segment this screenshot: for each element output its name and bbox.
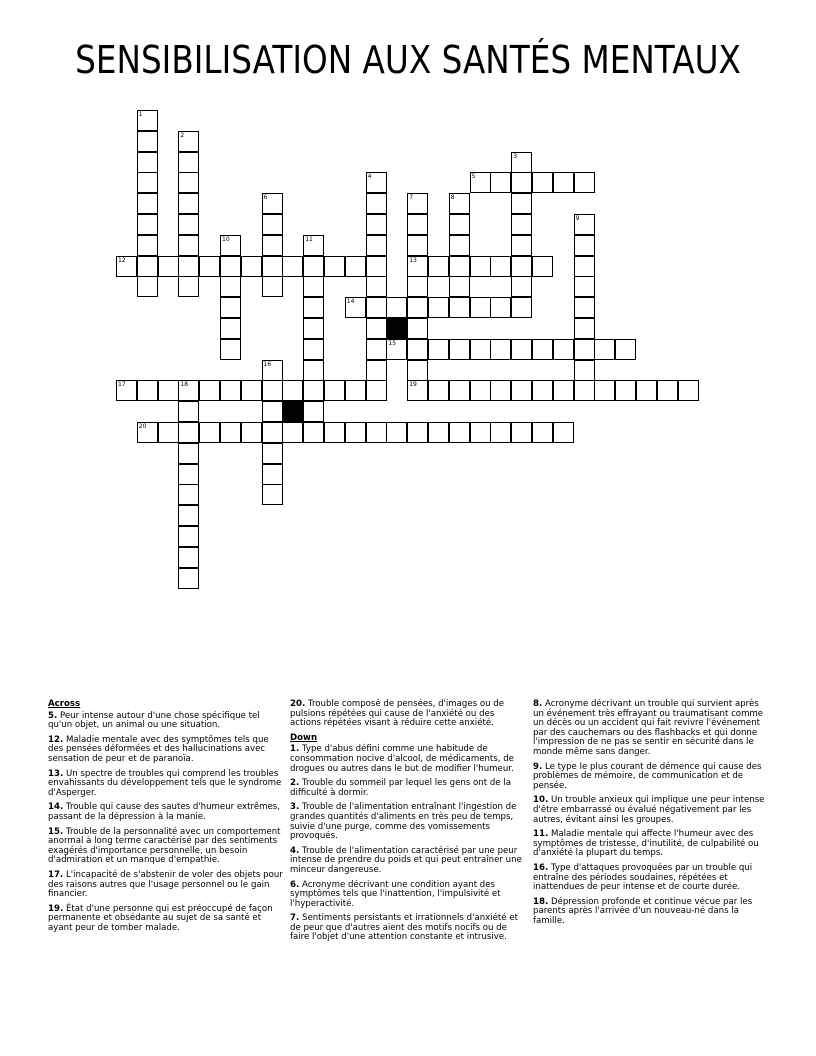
grid-cell[interactable] — [262, 214, 283, 235]
clue-number: 10. — [533, 795, 549, 806]
cell-number: 15 — [388, 339, 397, 347]
grid-cell[interactable] — [220, 380, 241, 401]
grid-cell[interactable] — [574, 297, 595, 318]
cell-number: 13 — [409, 256, 417, 264]
grid-cell[interactable] — [366, 172, 387, 193]
grid-cell[interactable] — [407, 214, 428, 235]
clue-text: Un trouble anxieux qui implique une peur intense d'être embarrassé ou évalué négativement par les autres, évitant ainsi les groupes. — [533, 795, 765, 825]
grid-cell[interactable] — [199, 380, 220, 401]
clue-text: Trouble de la personnalité avec un comportement anormal à long terme caractérisé par des sentiments exagérés d'importance personnelle, un besoin d'admiration et un manque d'empathie. — [48, 826, 281, 866]
grid-cell[interactable] — [178, 235, 199, 256]
grid-cell[interactable] — [220, 422, 241, 443]
grid-cell[interactable] — [574, 214, 595, 235]
clue-across-5 — [48, 712, 284, 731]
clue-text: Sentiments persistants et irrationnels d'anxiété et de peur que d'autres aient des motifs nocifs ou de faire l'objet d'une attention constante et intrusive. — [290, 913, 518, 943]
clue-down-10 — [533, 796, 769, 825]
grid-cell[interactable] — [532, 339, 553, 360]
grid-cell[interactable] — [178, 526, 199, 547]
grid-block — [282, 401, 303, 422]
grid-cell[interactable] — [262, 235, 283, 256]
grid-cell[interactable] — [366, 276, 387, 297]
grid-cell[interactable] — [449, 297, 470, 318]
grid-cell[interactable] — [220, 256, 241, 277]
clue-number: 18. — [533, 896, 549, 907]
grid-cell[interactable] — [428, 297, 449, 318]
clue-number: 1. — [290, 744, 300, 755]
clue-down-8 — [533, 700, 769, 758]
grid-cell[interactable] — [574, 256, 595, 277]
grid-cell[interactable] — [449, 276, 470, 297]
grid-cell[interactable] — [574, 380, 595, 401]
grid-cell[interactable] — [282, 256, 303, 277]
grid-cell[interactable] — [532, 172, 553, 193]
cell-number: 19 — [409, 381, 417, 389]
grid-cell[interactable] — [511, 256, 532, 277]
grid-cell[interactable] — [366, 214, 387, 235]
grid-cell[interactable] — [449, 214, 470, 235]
clue-down-16 — [533, 864, 769, 893]
grid-cell[interactable] — [366, 360, 387, 381]
grid-cell[interactable] — [178, 547, 199, 568]
grid-cell[interactable] — [137, 193, 158, 214]
grid-cell[interactable] — [511, 339, 532, 360]
cell-number: 20 — [138, 423, 147, 430]
grid-cell[interactable] — [303, 422, 324, 443]
clue-down-2 — [290, 779, 526, 798]
grid-cell[interactable] — [178, 484, 199, 505]
clue-text: Un spectre de troubles qui comprend les troubles envahissants du développement tels que le syndrome d'Asperger. — [48, 768, 282, 798]
clue-number: 12. — [48, 734, 64, 745]
grid-cell[interactable] — [303, 360, 324, 381]
grid-cell[interactable] — [137, 131, 158, 152]
grid-cell[interactable] — [303, 318, 324, 339]
grid-cell[interactable] — [303, 401, 324, 422]
grid-cell[interactable] — [532, 380, 553, 401]
grid-cell[interactable] — [553, 339, 574, 360]
grid-cell[interactable] — [345, 297, 366, 318]
cell-number: 9 — [575, 215, 580, 222]
clue-across-15 — [48, 828, 284, 866]
grid-cell[interactable] — [178, 568, 199, 589]
clue-number: 20. — [290, 699, 306, 709]
grid-cell[interactable] — [178, 214, 199, 235]
grid-cell[interactable] — [178, 276, 199, 297]
grid-cell[interactable] — [386, 422, 407, 443]
clue-down-9 — [533, 763, 769, 792]
grid-cell[interactable] — [137, 214, 158, 235]
cell-number: 3 — [513, 152, 518, 160]
clue-text: Trouble du sommeil par lequel les gens ont de la difficulté à dormir. — [290, 778, 511, 798]
grid-cell[interactable] — [366, 193, 387, 214]
clue-text: Peur intense autour d'une chose spécifique tel qu'un objet, un animal ou une situation. — [48, 710, 260, 731]
grid-cell[interactable] — [158, 422, 179, 443]
grid-cell[interactable] — [303, 276, 324, 297]
grid-cell[interactable] — [449, 235, 470, 256]
grid-cell[interactable] — [574, 172, 595, 193]
grid-cell[interactable] — [303, 380, 324, 401]
grid-cell[interactable] — [158, 256, 179, 277]
grid-cell[interactable] — [511, 276, 532, 297]
clue-down-18 — [533, 898, 769, 927]
clue-text: Trouble de l'alimentation caractérisé par une peur intense de prendre du poids et qui peut entraîner une minceur dangereuse. — [290, 845, 522, 875]
clue-number: 14. — [48, 802, 64, 813]
grid-cell[interactable] — [490, 256, 511, 277]
grid-cell[interactable] — [407, 360, 428, 381]
grid-cell[interactable] — [345, 422, 366, 443]
clue-text: Type d'abus défini comme une habitude de consommation nocive d'alcool, de médicaments, de drogues ou autres dans le but de modifier l'humeur. — [290, 744, 514, 774]
grid-cell[interactable] — [511, 380, 532, 401]
grid-cell[interactable] — [199, 256, 220, 277]
grid-cell[interactable] — [574, 360, 595, 381]
grid-cell[interactable] — [137, 110, 158, 131]
grid-cell[interactable] — [158, 380, 179, 401]
grid-cell[interactable] — [220, 235, 241, 256]
grid-cell[interactable] — [178, 131, 199, 152]
grid-cell[interactable] — [574, 318, 595, 339]
grid-cell[interactable] — [470, 339, 491, 360]
grid-cell[interactable] — [407, 422, 428, 443]
grid-cell[interactable] — [407, 297, 428, 318]
clue-text: Acronyme décrivant une condition ayant des symptômes tels que l'inattention, l'impulsivité et l'hyperactivité. — [290, 879, 501, 909]
grid-cell[interactable] — [220, 276, 241, 297]
grid-cell[interactable] — [407, 380, 428, 401]
grid-cell[interactable] — [407, 235, 428, 256]
grid-cell[interactable] — [262, 380, 283, 401]
grid-cell[interactable] — [594, 339, 615, 360]
grid-cell[interactable] — [490, 172, 511, 193]
grid-cell[interactable] — [470, 297, 491, 318]
grid-cell[interactable] — [386, 297, 407, 318]
clue-text: Maladie mentale avec des symptômes tels que des pensées déformées et des hallucinations avec sensation de peur et de paranoïa. — [48, 734, 269, 764]
clue-text: Dépression profonde et continue vécue par les parents après l'arrivée d'un nouveau-né dans la famille. — [533, 896, 753, 926]
cell-number: 6 — [263, 194, 268, 202]
grid-cell[interactable] — [220, 318, 241, 339]
grid-cell[interactable] — [137, 152, 158, 173]
clues-column-2 — [290, 700, 526, 948]
grid-cell[interactable] — [511, 235, 532, 256]
cell-number: 5 — [471, 173, 476, 181]
grid-cell[interactable] — [407, 339, 428, 360]
grid-cell[interactable] — [262, 360, 283, 381]
clues-column-3 — [533, 700, 769, 931]
grid-cell[interactable] — [511, 172, 532, 193]
grid-cell[interactable] — [262, 193, 283, 214]
grid-cell[interactable] — [324, 256, 345, 277]
grid-cell[interactable] — [532, 422, 553, 443]
grid-cell[interactable] — [324, 422, 345, 443]
clue-number: 19. — [48, 903, 64, 914]
cell-number: 4 — [367, 173, 372, 181]
grid-cell[interactable] — [615, 380, 636, 401]
page-title: SENSIBILISATION AUX SANTÉS MENTAUX — [75, 38, 741, 82]
cell-number: 1 — [138, 111, 143, 118]
grid-cell[interactable] — [386, 339, 407, 360]
grid-cell[interactable] — [199, 422, 220, 443]
clue-down-7 — [290, 914, 526, 943]
clue-across-17 — [48, 871, 284, 900]
grid-cell[interactable] — [137, 276, 158, 297]
clue-across-19 — [48, 905, 284, 934]
cell-number: 8 — [450, 194, 455, 202]
grid-cell[interactable] — [178, 380, 199, 401]
grid-cell[interactable] — [262, 276, 283, 297]
grid-cell[interactable] — [262, 443, 283, 464]
clue-number: 17. — [48, 869, 64, 880]
grid-cell[interactable] — [178, 422, 199, 443]
grid-cell[interactable] — [262, 464, 283, 485]
grid-cell[interactable] — [178, 443, 199, 464]
grid-cell[interactable] — [470, 422, 491, 443]
grid-cell[interactable] — [449, 380, 470, 401]
clue-down-4 — [290, 847, 526, 876]
grid-cell[interactable] — [470, 256, 491, 277]
grid-cell[interactable] — [282, 422, 303, 443]
cell-number: 11 — [305, 235, 313, 243]
grid-cell[interactable] — [553, 422, 574, 443]
cell-number: 16 — [263, 360, 272, 368]
grid-cell[interactable] — [345, 256, 366, 277]
grid-cell[interactable] — [178, 172, 199, 193]
grid-cell[interactable] — [574, 339, 595, 360]
grid-cell[interactable] — [511, 214, 532, 235]
grid-cell[interactable] — [678, 380, 699, 401]
cell-number: 7 — [409, 194, 414, 202]
clue-number: 13. — [48, 768, 64, 779]
grid-cell[interactable] — [220, 339, 241, 360]
grid-cell[interactable] — [428, 380, 449, 401]
grid-cell[interactable] — [366, 256, 387, 277]
grid-cell[interactable] — [137, 172, 158, 193]
grid-cell[interactable] — [407, 256, 428, 277]
clue-number: 5. — [48, 710, 58, 721]
clue-number: 11. — [533, 829, 549, 840]
grid-cell[interactable] — [241, 422, 262, 443]
grid-block — [386, 318, 407, 339]
grid-cell[interactable] — [428, 422, 449, 443]
clue-number: 9. — [533, 761, 543, 772]
clue-text: Trouble de l'alimentation entraînant l'ingestion de grandes quantités d'aliments en très peu de temps, suivie d'une purge, comme des vomissements provoqués. — [290, 802, 517, 842]
clue-text: L'incapacité de s'abstenir de voler des objets pour des raisons autres que l'usage personnel ou le gain financier. — [48, 869, 283, 900]
clue-text: État d'une personne qui est préoccupé de façon permanente et obsédante au sujet de sa santé et ayant peur de tomber malade. — [48, 903, 273, 933]
clue-text: Acronyme décrivant un trouble qui survient après un événement très effrayant ou traumatisant comme un décès ou un accident qui fait revivre l'événement par des cauchemars ou des flashbacks et qui donne l'impression de ne pas se sentir en sécurité dans le monde même sans danger. — [533, 699, 764, 757]
grid-cell[interactable] — [470, 380, 491, 401]
clue-number: 4. — [290, 845, 300, 856]
down-header: Down — [290, 732, 318, 743]
grid-cell[interactable] — [594, 380, 615, 401]
grid-cell[interactable] — [553, 172, 574, 193]
grid-cell[interactable] — [137, 380, 158, 401]
clue-number: 16. — [533, 862, 549, 873]
grid-cell[interactable] — [345, 380, 366, 401]
grid-cell[interactable] — [178, 505, 199, 526]
clue-number: 2. — [290, 778, 300, 789]
grid-cell[interactable] — [366, 422, 387, 443]
grid-cell[interactable] — [241, 256, 262, 277]
grid-cell[interactable] — [303, 256, 324, 277]
clue-number: 15. — [48, 826, 64, 837]
grid-cell[interactable] — [490, 380, 511, 401]
grid-cell[interactable] — [490, 422, 511, 443]
grid-cell[interactable] — [657, 380, 678, 401]
grid-cell[interactable] — [574, 276, 595, 297]
clue-number: 3. — [290, 802, 300, 813]
grid-cell[interactable] — [490, 297, 511, 318]
grid-cell[interactable] — [116, 256, 137, 277]
cell-number: 10 — [222, 235, 230, 243]
clue-down-3 — [290, 803, 526, 841]
grid-cell[interactable] — [574, 235, 595, 256]
grid-cell[interactable] — [449, 422, 470, 443]
grid-cell[interactable] — [262, 422, 283, 443]
grid-cell[interactable] — [116, 380, 137, 401]
grid-cell[interactable] — [303, 235, 324, 256]
grid-cell[interactable] — [262, 256, 283, 277]
grid-cell[interactable] — [178, 256, 199, 277]
grid-cell[interactable] — [241, 380, 262, 401]
grid-cell[interactable] — [137, 422, 158, 443]
cell-number: 17 — [118, 381, 126, 389]
cell-number: 14 — [346, 298, 355, 306]
clue-down-6 — [290, 881, 526, 910]
grid-cell[interactable] — [178, 193, 199, 214]
grid-cell[interactable] — [366, 339, 387, 360]
grid-cell[interactable] — [407, 276, 428, 297]
grid-cell[interactable] — [532, 256, 553, 277]
grid-cell[interactable] — [449, 339, 470, 360]
grid-cell[interactable] — [366, 235, 387, 256]
cell-number: 18 — [180, 381, 189, 389]
grid-cell[interactable] — [407, 193, 428, 214]
grid-cell[interactable] — [178, 152, 199, 173]
grid-cell[interactable] — [366, 380, 387, 401]
across-header: Across — [48, 699, 81, 709]
clue-number: 7. — [290, 913, 300, 924]
grid-cell[interactable] — [428, 256, 449, 277]
grid-cell[interactable] — [324, 380, 345, 401]
clue-number: 6. — [290, 879, 300, 890]
clue-across-14 — [48, 803, 284, 822]
clue-text: Maladie mentale qui affecte l'humeur avec des symptômes de tristesse, d'inutilité, de culpabilité ou d'anxiété la plupart du temps. — [533, 829, 759, 859]
grid-cell[interactable] — [511, 297, 532, 318]
grid-cell[interactable] — [262, 401, 283, 422]
clue-down-1 — [290, 745, 526, 774]
clues-column-1 — [48, 700, 284, 938]
grid-cell[interactable] — [428, 339, 449, 360]
grid-cell[interactable] — [137, 256, 158, 277]
grid-cell[interactable] — [178, 401, 199, 422]
grid-cell[interactable] — [511, 152, 532, 173]
grid-cell[interactable] — [449, 256, 470, 277]
grid-cell[interactable] — [490, 339, 511, 360]
grid-cell[interactable] — [407, 318, 428, 339]
clue-across-12 — [48, 736, 284, 765]
clue-text: Trouble composé de pensées, d'images ou de pulsions répétées qui cause de l'anxiété ou des actions répétées visant à réduire cette anxiété. — [290, 699, 505, 729]
grid-cell[interactable] — [178, 464, 199, 485]
clue-across-13 — [48, 770, 284, 799]
cell-number: 2 — [180, 131, 185, 139]
clue-down-11 — [533, 830, 769, 859]
grid-cell[interactable] — [511, 193, 532, 214]
grid-cell[interactable] — [470, 172, 491, 193]
grid-cell[interactable] — [303, 339, 324, 360]
grid-cell[interactable] — [282, 380, 303, 401]
grid-cell[interactable] — [220, 297, 241, 318]
grid-cell[interactable] — [636, 380, 657, 401]
clue-across-20 — [290, 700, 526, 729]
clue-text: Type d'attaques provoquées par un trouble qui entraîne des périodes soudaines, répétées et inattendues de peur intense et de courte durée. — [533, 862, 753, 893]
grid-cell[interactable] — [366, 318, 387, 339]
grid-cell[interactable] — [137, 235, 158, 256]
grid-cell[interactable] — [303, 297, 324, 318]
clue-number: 8. — [533, 699, 543, 709]
grid-cell[interactable] — [511, 422, 532, 443]
grid-cell[interactable] — [449, 193, 470, 214]
cell-number: 12 — [118, 256, 126, 264]
grid-cell[interactable] — [366, 297, 387, 318]
grid-cell[interactable] — [615, 339, 636, 360]
clue-text: Le type le plus courant de démence qui cause des problèmes de mémoire, de communication et de pensée. — [533, 761, 762, 791]
clue-text: Trouble qui cause des sautes d'humeur extrêmes, passant de la dépression à la manie. — [48, 802, 280, 822]
grid-cell[interactable] — [553, 380, 574, 401]
grid-cell[interactable] — [262, 484, 283, 505]
